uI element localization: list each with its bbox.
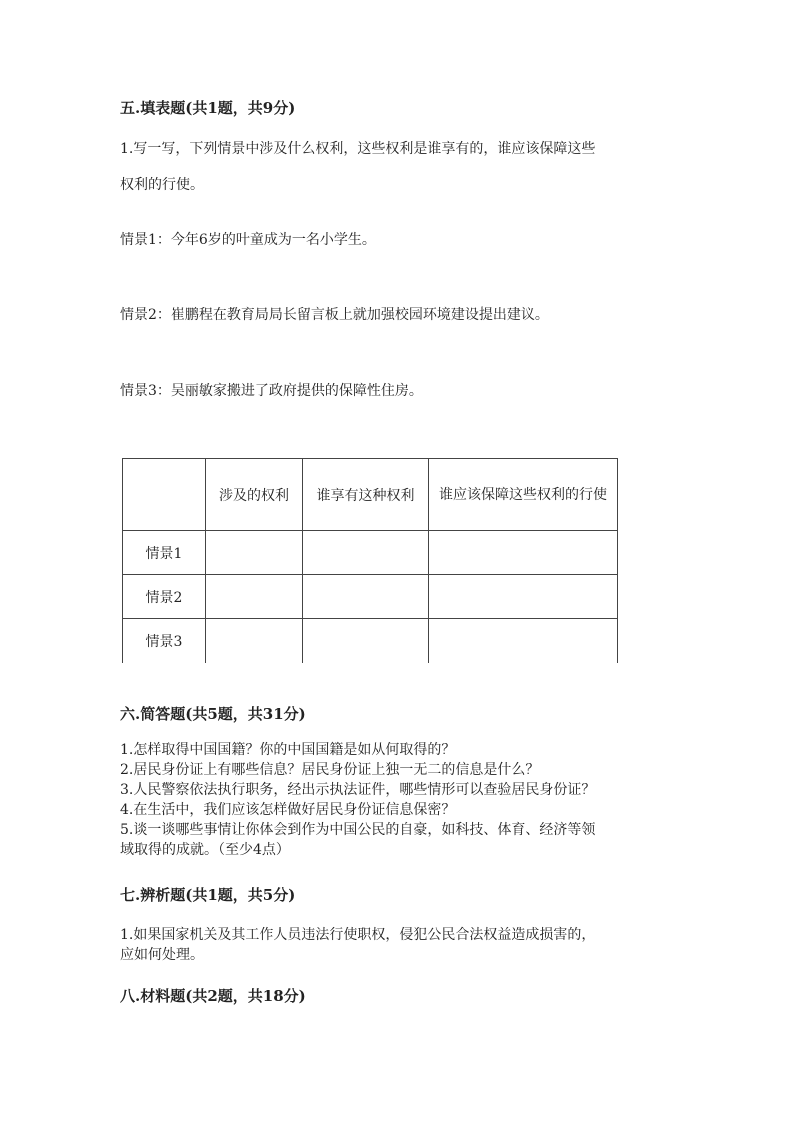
section-5-heading: 五.填表题(共1题，共9分) <box>120 99 296 117</box>
table-cell[interactable] <box>303 575 429 619</box>
question-item: 1.怎样取得中国国籍？你的中国国籍是如从何取得的？ <box>120 742 456 758</box>
table-cell[interactable] <box>303 619 429 663</box>
section-8-heading: 八.材料题(共2题，共18分) <box>120 987 306 1005</box>
table-cell[interactable] <box>429 531 618 575</box>
table-header-row <box>123 459 618 531</box>
table-header-holder: 谁享有这种权利 <box>303 459 429 531</box>
question-item: 3.人民警察依法执行职务，经出示执法证件，哪些情形可以查验居民身份证？ <box>120 782 596 798</box>
section-7-q1-line1: 1.如果国家机关及其工作人员违法行使职权，侵犯公民合法权益造成损害的， <box>120 927 596 943</box>
rights-table <box>122 458 618 663</box>
section-6-heading: 六.简答题(共5题，共31分) <box>120 705 306 723</box>
table-row-label: 情景3 <box>123 619 206 663</box>
table-header-guarantor: 谁应该保障这些权利的行使 <box>429 459 618 531</box>
table-row-label: 情景1 <box>123 531 206 575</box>
section-5-q1-line2: 权利的行使。 <box>120 177 204 193</box>
question-item: 域取得的成就。（至少4点） <box>120 842 290 858</box>
table-cell[interactable] <box>206 575 303 619</box>
table-row <box>123 531 618 575</box>
table-header-right: 涉及的权利 <box>206 459 303 531</box>
table-cell[interactable] <box>303 531 429 575</box>
table-cell[interactable] <box>429 619 618 663</box>
table-row <box>123 619 618 663</box>
table-row-label: 情景2 <box>123 575 206 619</box>
scenario-1-text: 情景1：今年6岁的叶童成为一名小学生。 <box>120 232 376 248</box>
table-row <box>123 575 618 619</box>
scenario-3-text: 情景3：吴丽敏家搬进了政府提供的保障性住房。 <box>120 383 423 399</box>
section-7-heading: 七.辨析题(共1题，共5分) <box>120 886 296 904</box>
section-7-q1-line2: 应如何处理。 <box>120 947 204 963</box>
section-7-q1 <box>120 925 595 965</box>
table-header-corner <box>123 459 206 531</box>
section-5-q1-line1: 1.写一写，下列情景中涉及什么权利，这些权利是谁享有的，谁应该保障这些 <box>120 141 596 157</box>
question-item: 2.居民身份证上有哪些信息？居民身份证上独一无二的信息是什么？ <box>120 762 540 778</box>
table-cell[interactable] <box>206 619 303 663</box>
table-cell[interactable] <box>429 575 618 619</box>
table-cell[interactable] <box>206 531 303 575</box>
question-item: 5.谈一谈哪些事情让你体会到作为中国公民的自豪，如科技、体育、经济等领 <box>120 822 596 838</box>
scenario-2-text: 情景2：崔鹏程在教育局局长留言板上就加强校园环境建设提出建议。 <box>120 307 549 323</box>
question-item: 4.在生活中，我们应该怎样做好居民身份证信息保密？ <box>120 802 456 818</box>
question-list <box>120 740 595 860</box>
